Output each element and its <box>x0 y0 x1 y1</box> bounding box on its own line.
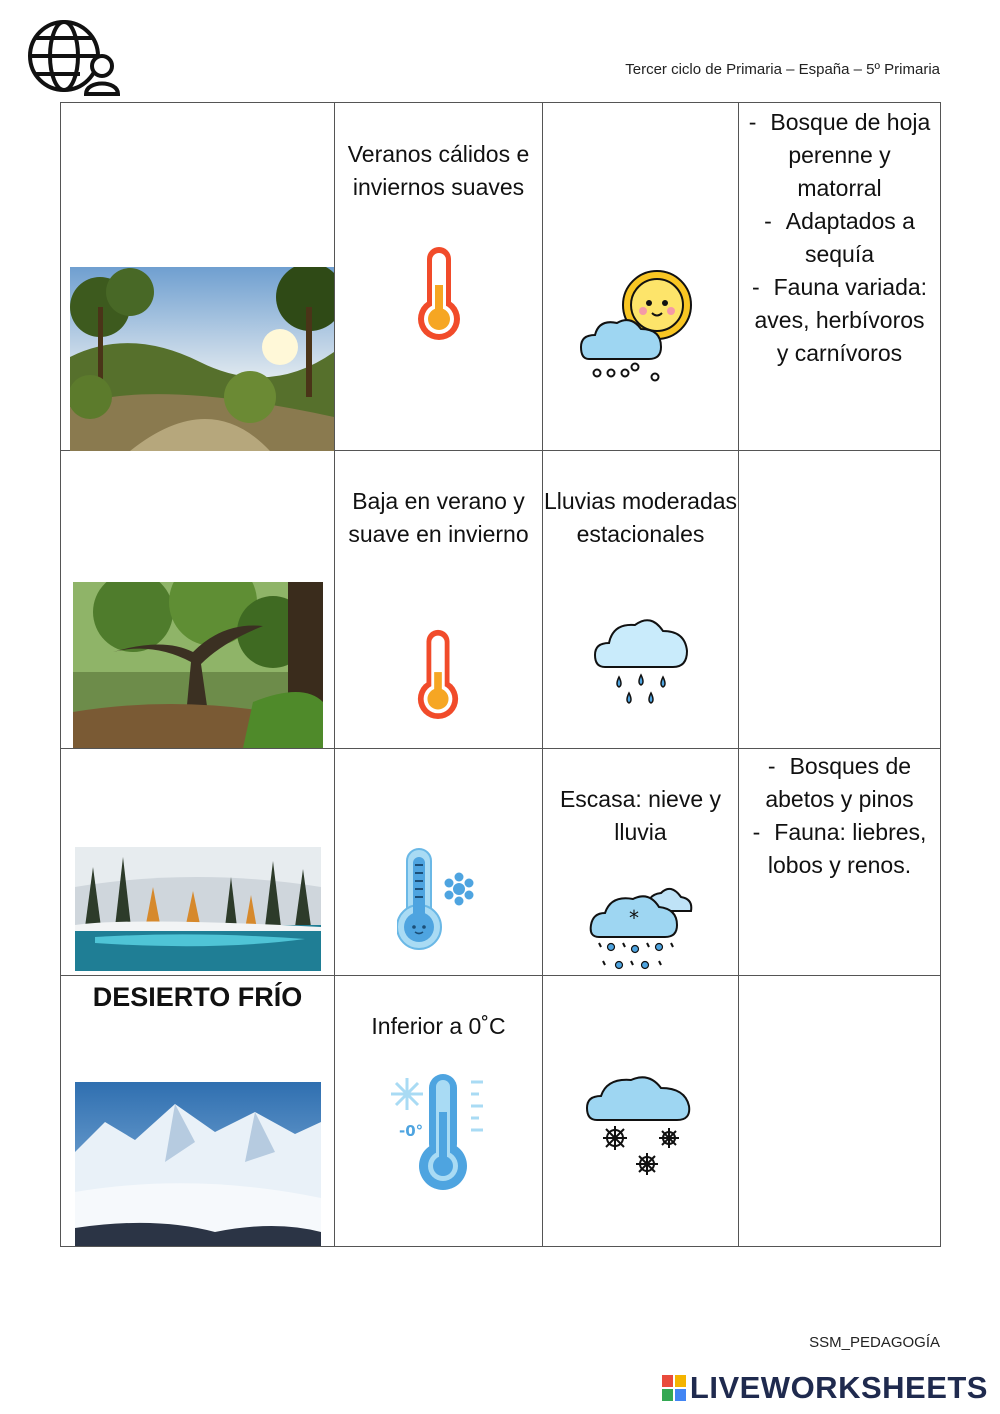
brand-name: LIVEWORKSHEETS <box>689 1370 988 1405</box>
precipitation-cell <box>543 451 739 749</box>
globe-person-logo <box>28 18 122 98</box>
table-row <box>61 976 941 1247</box>
temperature-cell <box>335 103 543 451</box>
biome-cell <box>61 103 335 451</box>
temperature-text: Baja en verano y suave en invierno <box>348 488 529 547</box>
freezing-thermometer-icon <box>387 1072 489 1192</box>
biome-table <box>60 102 941 1247</box>
list-item: - Bosque de hoja perenne y matorral <box>748 109 931 201</box>
table-row <box>61 103 941 451</box>
course-header: Tercer ciclo de Primaria – España – 5º Primaria <box>625 61 940 78</box>
vegetation-list <box>739 106 940 370</box>
svg-text:-0°: -0° <box>399 1122 424 1140</box>
snowy-mountains-photo <box>75 1082 321 1246</box>
deciduous-forest-photo <box>73 582 323 748</box>
precipitation-cell <box>543 103 739 451</box>
biome-title: DESIERTO FRÍO <box>92 982 303 1012</box>
precipitation-text: Lluvias moderadas estacionales <box>543 488 738 547</box>
author-credit: SSM_PEDAGOGÍA <box>809 1334 940 1351</box>
warm-thermometer-icon <box>415 245 463 341</box>
precipitation-cell <box>543 749 739 976</box>
brand-logo-icon <box>662 1375 686 1401</box>
vegetation-cell <box>739 451 941 749</box>
temperature-cell <box>335 451 543 749</box>
list-item: - Bosques de abetos y pinos <box>765 753 914 812</box>
warm-thermometer-icon <box>415 627 461 721</box>
temperature-cell <box>335 976 543 1247</box>
vegetation-cell <box>739 749 941 976</box>
vegetation-cell <box>739 976 941 1247</box>
precipitation-cell <box>543 976 739 1247</box>
vegetation-cell <box>739 103 941 451</box>
biome-cell <box>61 749 335 976</box>
list-item: - Fauna: liebres, lobos y renos. <box>752 819 927 878</box>
snow-cloud-icon <box>585 1072 695 1182</box>
rain-cloud-icon <box>593 613 689 709</box>
precipitation-text: Escasa: nieve y lluvia <box>559 786 722 845</box>
sun-cloud-rain-icon <box>579 267 703 391</box>
table-row <box>61 749 941 976</box>
svg-text:*: * <box>629 906 639 930</box>
liveworksheets-brand <box>662 1370 988 1406</box>
biome-cell <box>61 976 335 1247</box>
list-item: - Fauna variada: aves, herbívoros y carnívoros <box>751 274 928 366</box>
temperature-cell <box>335 749 543 976</box>
vegetation-list <box>739 750 940 882</box>
snow-rain-cloud-icon <box>589 881 693 975</box>
taiga-lake-photo <box>75 847 321 971</box>
temperature-text: Inferior a 0˚C <box>371 1013 506 1039</box>
list-item: - Adaptados a sequía <box>764 208 915 267</box>
cold-thermometer-icon <box>397 845 479 953</box>
temperature-text: Veranos cálidos e inviernos suaves <box>347 141 530 200</box>
table-row <box>61 451 941 749</box>
biome-cell <box>61 451 335 749</box>
mediterranean-forest-photo <box>70 267 334 451</box>
